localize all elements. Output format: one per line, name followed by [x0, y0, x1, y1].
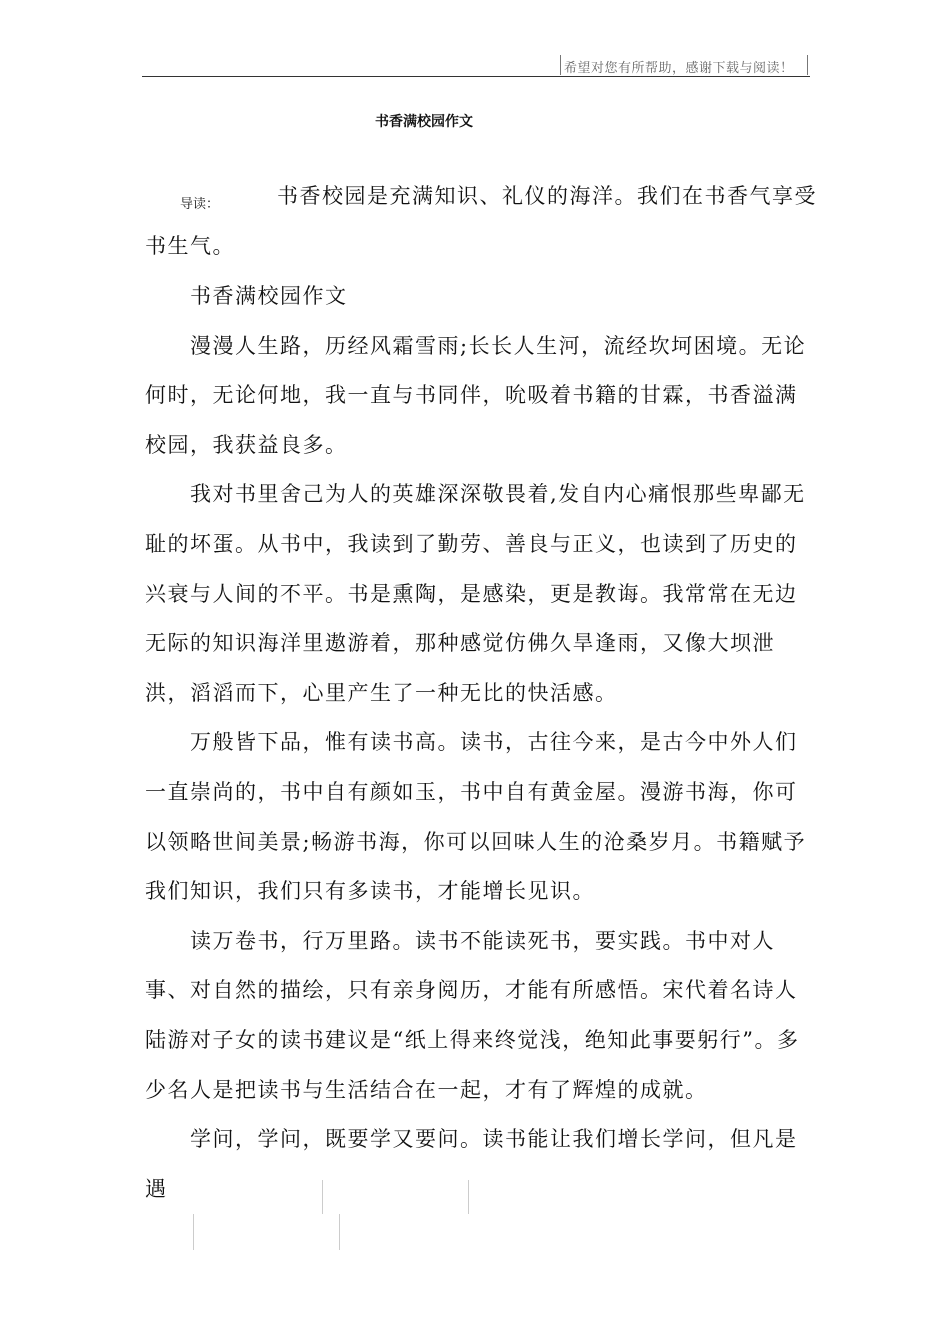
paragraph: 我对书里舍己为人的英雄深深敬畏着,发自内心痛恨那些卑鄙无耻的坏蛋。从书中，我读到了勤劳、善良与正义，也读到了历史的兴衰与人间的不平。书是熏陶，是感染，更是教诲。我常常在无边无际的知识海洋里遨游着，那种感觉仿佛久旱逢雨，又像大坝泄洪，滔滔而下，心里产生了一种无比的快活感。	[145, 482, 806, 705]
paragraph: 读万卷书，行万里路。读书不能读死书，要实践。书中对人事、对自然的描绘，只有亲身阅历，才能有所感悟。宋代着名诗人陆游对子女的读书建议是“纸上得来终觉浅，绝知此事要躬行”。多少名人是把读书与生活结合在一起，才有了辉煌的成就。	[145, 928, 800, 1102]
table-fragment-line	[339, 1214, 340, 1250]
paragraph: 万般皆下品，惟有读书高。读书，古往今来，是古今中外人们一直崇尚的，书中自有颜如玉，书中自有黄金屋。漫游书海，你可以领略世间美景;畅游书海，你可以回味人生的沧桑岁月。书籍赋予我们知识，我们只有多读书，才能增长见识。	[145, 730, 807, 904]
paragraph: 漫漫人生路，历经风霜雪雨;长长人生河，流经坎坷困境。无论何时，无论何地，我一直与书同伴，吮吸着书籍的甘霖，书香溢满校园，我获益良多。	[145, 333, 807, 457]
table-fragment-line	[193, 1214, 194, 1250]
table-fragment-line	[322, 1180, 323, 1214]
header-rule	[142, 76, 810, 77]
article-heading: 书香满校园作文	[190, 284, 348, 308]
lead-text: 书香校园是充满知识、礼仪的海洋。我们在书香气享受书生气。	[145, 184, 817, 258]
paragraph: 学问，学问，既要学又要问。读书能让我们增长学问，但凡是遇	[145, 1127, 798, 1201]
table-fragment-line	[468, 1180, 469, 1214]
article-body	[145, 272, 817, 1214]
lead-label: 导读：	[180, 197, 220, 212]
document-title: 书香满校园作文	[375, 114, 473, 130]
header-note: 希望对您有所帮助，感谢下载与阅读！	[564, 61, 794, 76]
